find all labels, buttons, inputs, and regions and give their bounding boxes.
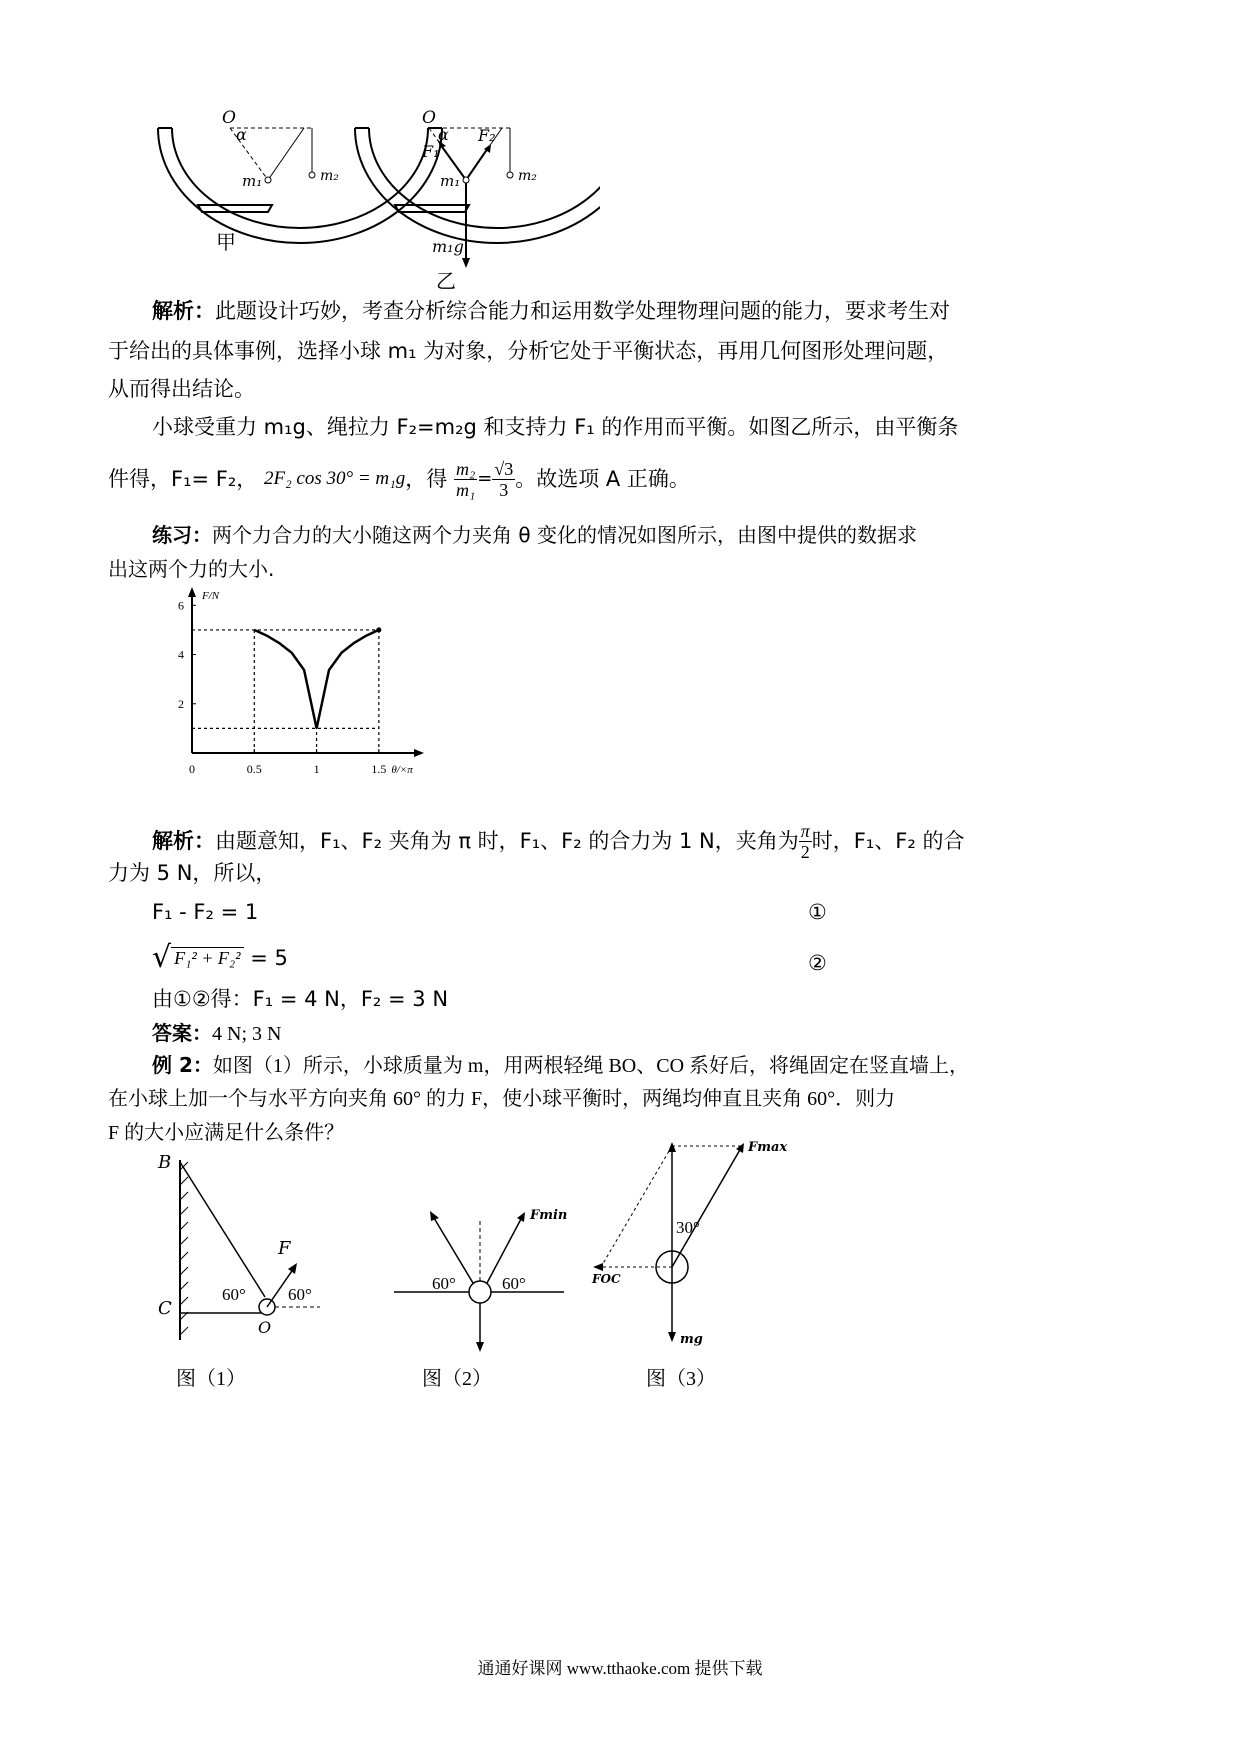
fig3-angle: 30° xyxy=(676,1218,700,1237)
exercise-text1: 两个力合力的大小随这两个力夹角 θ 变化的情况如图所示，由图中提供的数据求 xyxy=(212,523,917,547)
exercise-line2: 出这两个力的大小. xyxy=(108,557,275,581)
analysis1-line3: 从而得出结论。 xyxy=(108,377,255,401)
figure-2 xyxy=(390,1200,570,1360)
x-tick-label: 1.5 xyxy=(371,762,387,776)
y-axis-arrow xyxy=(188,587,196,597)
fig2-label-fmin: Fmin xyxy=(530,1208,568,1223)
resultant-force-chart xyxy=(170,585,430,785)
fig2-angle-right: 60° xyxy=(502,1274,526,1293)
analysis2-text1: 由题意知，F₁、F₂ 夹角为 π 时，F₁、F₂ 的合力为 1 N，夹角为 xyxy=(215,829,799,853)
example2-line3: F 的大小应满足什么条件？ xyxy=(108,1122,345,1144)
label-m2-yi: m₂ xyxy=(518,168,537,184)
x-tick-label: 1 xyxy=(313,762,320,776)
answer-value: 4 N; 3 N xyxy=(212,1023,282,1045)
bowl-jia xyxy=(158,128,442,243)
equation-2-rest: = 5 xyxy=(250,946,288,970)
analysis1-line5 xyxy=(108,448,690,509)
y-tick-label: 2 xyxy=(178,696,184,711)
analysis1-text1: 此题设计巧妙，考查分析综合能力和运用数学处理物理问题的能力，要求考生对 xyxy=(215,299,950,323)
sqrt-radicand: F₁² + F₂² xyxy=(171,947,243,968)
fig3-caption: 图（3） xyxy=(646,1368,716,1390)
sqrt-sign: √ xyxy=(152,940,172,975)
analysis1-de: ，得 xyxy=(405,467,448,491)
example2-label: 例 2： xyxy=(152,1053,213,1077)
equation-2-mark: ② xyxy=(808,951,827,975)
label-o-yi: O xyxy=(422,108,436,128)
caption-jia: 甲 xyxy=(216,230,236,254)
x-axis-label: θ/×π xyxy=(391,764,413,776)
curve-end-point xyxy=(376,627,381,632)
analysis1-conclusion: 。故选项 A 正确。 xyxy=(515,467,690,491)
sqrt3-fraction: $\frac{√3}{3}$ xyxy=(494,458,514,500)
fig3-label-mg: mg xyxy=(680,1332,703,1347)
ratio-equals: = xyxy=(477,468,493,489)
equation-1-mark: ① xyxy=(808,900,827,924)
analysis1-cond: 件得，F₁= F₂， xyxy=(108,467,258,491)
equation-1: F₁ - F₂ = 1 xyxy=(152,900,259,924)
figure-1 xyxy=(150,1150,350,1350)
label-alpha-yi: α xyxy=(438,125,449,144)
x-tick-label: 0 xyxy=(189,762,195,776)
fig2-caption: 图（2） xyxy=(422,1368,492,1390)
fig1-angle-right: 60° xyxy=(288,1285,312,1304)
pi-half-fraction: $\frac{\pi}{2}$ xyxy=(800,820,810,862)
fig1-label-f: F xyxy=(278,1238,291,1259)
example2-line1 xyxy=(152,1048,969,1083)
label-alpha-jia: α xyxy=(236,125,247,144)
x-tick-label: 0.5 xyxy=(246,762,262,776)
label-o-jia: O xyxy=(222,108,236,128)
fig3-label-fmax: Fmax xyxy=(748,1140,788,1155)
curve-right xyxy=(317,630,379,729)
y-tick-label: 4 xyxy=(178,647,184,662)
analysis2-label: 解析： xyxy=(152,829,215,853)
figure-3 xyxy=(585,1140,788,1350)
label-f1-yi: F₁ xyxy=(422,142,440,161)
exercise-line1 xyxy=(152,518,917,552)
analysis1-line4: 小球受重力 m₁g、绳拉力 F₂=m₂g 和支持力 F₁ 的作用而平衡。如图乙所示，由平衡条 xyxy=(152,415,959,439)
example2-line2: 在小球上加一个与水平方向夹角 60° 的力 F，使小球平衡时，两绳均伸直且夹角 60°．则力 xyxy=(108,1088,896,1110)
example2-text1: 如图（1）所示，小球质量为 m，用两根轻绳 BO、CO 系好后，将绳固定在竖直墙上， xyxy=(212,1055,970,1077)
analysis1-formula: 2F₂ cos 30° = m₁g xyxy=(263,468,406,489)
y-axis-label: F/N xyxy=(202,590,220,602)
label-m1-jia: m₁ xyxy=(242,172,263,190)
analysis2-line2: 力为 5 N，所以， xyxy=(108,861,277,885)
figure-bowls xyxy=(150,100,600,300)
label-m2-jia: m₂ xyxy=(320,168,339,184)
label-m1-yi: m₁ xyxy=(440,172,461,190)
curve-left xyxy=(254,630,316,729)
fig1-caption: 图（1） xyxy=(176,1368,246,1390)
exercise-label: 练习： xyxy=(152,523,212,547)
label-m1g-yi: m₁g xyxy=(432,237,464,256)
fig1-label-b: B xyxy=(158,1152,172,1173)
fig1-label-o: O xyxy=(258,1318,272,1337)
x-axis-arrow xyxy=(414,749,424,757)
caption-yi: 乙 xyxy=(436,269,456,293)
analysis1-line2: 于给出的具体事例，选择小球 m₁ 为对象，分析它处于平衡状态，再用几何图形处理问题， xyxy=(108,339,949,363)
analysis2-text2: 时，F₁、F₂ 的合 xyxy=(811,829,965,853)
fig2-angle-left: 60° xyxy=(432,1274,456,1293)
equation-2 xyxy=(152,940,288,975)
fig1-angle-left: 60° xyxy=(222,1285,246,1304)
label-f2-yi: F₂ xyxy=(478,126,496,145)
result-line: 由①②得：F₁ = 4 N，F₂ = 3 N xyxy=(152,987,449,1011)
fig1-label-c: C xyxy=(158,1298,172,1319)
analysis1-line1 xyxy=(152,294,950,328)
ratio-fraction: $\frac{\text{m₂}}{\text{m₁}}$ xyxy=(455,458,476,500)
answer-label: 答案： xyxy=(152,1021,212,1045)
answer-line xyxy=(152,1016,281,1051)
fig3-label-foc: FOC xyxy=(592,1272,621,1286)
analysis1-label: 解析： xyxy=(152,299,215,323)
y-tick-label: 6 xyxy=(178,598,184,613)
footer-text: 通通好课网 www.tthaoke.com 提供下载 xyxy=(477,1659,763,1678)
